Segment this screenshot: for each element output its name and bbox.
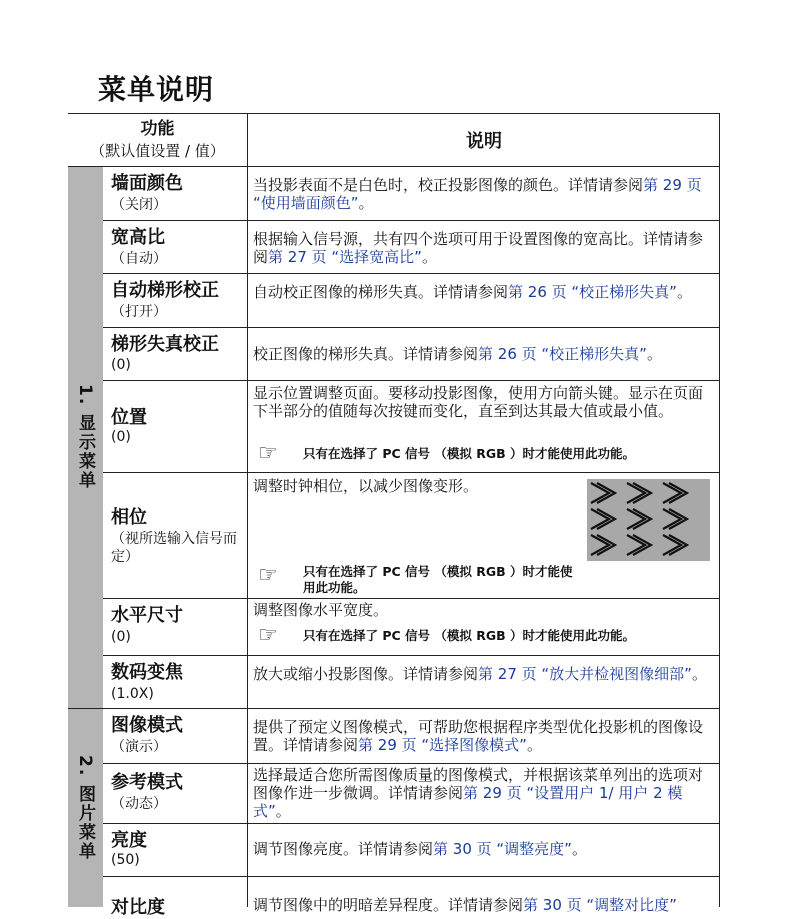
function-name: 宽高比 [111,227,165,248]
header-function [68,118,247,162]
description: 调整时钟相位，以减少图像变形。 [253,477,479,495]
page-reference-link[interactable]: 第 26 页 “校正梯形失真” [478,345,647,363]
description: 调整图像水平宽度。 [253,601,389,619]
row-divider [103,380,720,381]
function-name: 亮度 [111,830,147,851]
page-reference-link[interactable]: 第 30 页 “调整对比度” [523,896,677,914]
table-top-border [68,113,720,114]
page-reference-link[interactable]: 第 26 页 “校正梯形失真” [508,283,677,301]
column-divider [247,113,248,907]
function-name: 水平尺寸 [111,605,183,626]
section-label-picture: 2. 图片菜单 [75,754,95,862]
row-divider [103,472,720,473]
function-name: 位置 [111,407,147,428]
function-default: （演示） [111,739,167,755]
function-name: 自动梯形校正 [111,280,219,301]
header-function-sub: （默认值设置 / 值） [90,142,225,160]
section-divider [68,708,720,709]
function-default: (0) [111,429,131,445]
function-default: （动态） [111,796,167,812]
row-divider [103,327,720,328]
function-name: 图像模式 [111,715,183,736]
description: 根据输入信号源，共有四个选项可用于设置图像的宽高比。详情请参阅第 27 页 “选择宽高比”。 [253,230,704,266]
page-reference-link[interactable]: 第 27 页 “放大并检视图像细部” [478,665,692,683]
page-reference-link[interactable]: 第 30 页 “调整亮度” [433,840,572,858]
page-reference-link[interactable]: 第 29 页 “使用墙面颜色” [253,176,702,212]
function-name: 对比度 [111,897,165,918]
description: 提供了预定义图像模式，可帮助您根据程序类型优化投影机的图像设置。详情请参阅第 29 页 “选择图像模式”。 [253,718,704,754]
function-default: （视所选输入信号而定） [111,531,237,565]
row-divider [103,655,720,656]
row-divider [103,876,720,877]
row-divider [103,598,720,599]
page-title: 菜单说明 [98,73,215,106]
description: 放大或缩小投影图像。详情请参阅第 27 页 “放大并检视图像细部”。 [253,665,707,683]
pc-signal-note: ☞ 只有在选择了 PC 信号 （模拟 RGB ）时才能使用此功能。 [258,563,573,595]
pointing-hand-icon: ☞ [258,441,278,466]
row-divider [103,823,720,824]
description: 调节图像中的明暗差异程度。详情请参阅第 30 页 “调整对比度” [253,896,677,914]
row-divider [103,220,720,221]
pc-signal-note: ☞ 只有在选择了 PC 信号 （模拟 RGB ）时才能使用此功能。 [258,623,636,648]
header-bottom-border [68,166,720,167]
function-default: (0) [111,629,131,645]
description: 选择最适合您所需图像质量的图像模式，并根据该菜单列出的选项对图像作进一步微调。详情请参阅第 29 页 “设置用户 1/ 用户 2 模式”。 [253,766,704,820]
row-divider [103,763,720,764]
function-default: (50) [111,852,140,868]
function-name: 参考模式 [111,772,183,793]
description: 显示位置调整页面。要移动投影图像，使用方向箭头键。显示在页面下半部分的值随每次按键而变化，直至到达其最大值或最小值。 [253,384,704,420]
phase-distortion-illustration [587,479,710,561]
function-name: 梯形失真校正 [111,334,219,355]
function-default: （关闭） [111,197,167,213]
function-default: (0) [111,357,131,373]
pc-signal-note: ☞ 只有在选择了 PC 信号 （模拟 RGB ）时才能使用此功能。 [258,441,636,466]
function-default: （打开） [111,304,167,320]
pointing-hand-icon: ☞ [258,623,278,648]
pointing-hand-icon: ☞ [258,563,278,588]
section-label-display: 1. 显示菜单 [75,384,95,491]
function-default: (1.0X) [111,686,154,702]
page-reference-link[interactable]: 第 29 页 “选择图像模式” [358,736,527,754]
header-description: 说明 [466,131,502,152]
function-name: 数码变焦 [111,662,183,683]
description: 当投影表面不是白色时，校正投影图像的颜色。详情请参阅第 29 页 “使用墙面颜色”。 [253,176,702,212]
description: 调节图像亮度。详情请参阅第 30 页 “调整亮度”。 [253,840,587,858]
description: 自动校正图像的梯形失真。详情请参阅第 26 页 “校正梯形失真”。 [253,283,692,301]
description: 校正图像的梯形失真。详情请参阅第 26 页 “校正梯形失真”。 [253,345,662,363]
table-right-border [719,113,720,907]
function-name: 相位 [111,507,147,528]
page-reference-link[interactable]: 第 29 页 “设置用户 1/ 用户 2 模式” [253,784,683,820]
page-reference-link[interactable]: 第 27 页 “选择宽高比” [268,248,422,266]
function-name: 墙面颜色 [111,173,183,194]
row-divider [103,273,720,274]
header-function-title: 功能 [140,119,175,139]
function-default: （自动） [111,251,167,267]
